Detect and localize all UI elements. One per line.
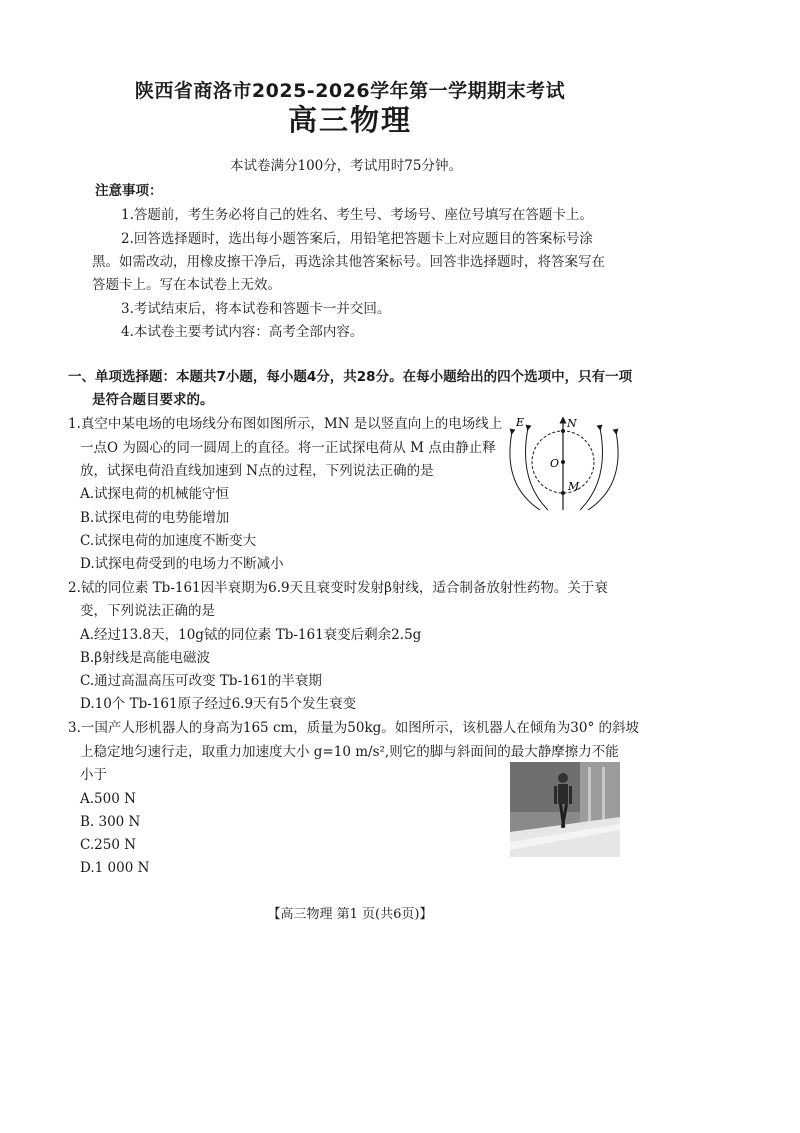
question-2-option-a: A.经过13.8天，10g铽的同位素 Tb-161衰变后剩余2.5g	[80, 627, 422, 643]
label-n: N	[567, 417, 577, 430]
question-2-option-d: D.10个 Tb-161原子经过6.9天有5个发生衰变	[80, 696, 357, 712]
field-line	[510, 432, 540, 510]
notice-item: 3.考试结束后，将本试卷和答题卡一并交回。	[121, 301, 391, 317]
section-heading: 一、单项选择题：本题共7小题，每小题4分，共28分。在每小题给出的四个选项中，只有一项	[68, 369, 633, 385]
point-n	[561, 429, 565, 433]
notice-item: 1.答题前，考生务必将自己的姓名、考生号、考场号、座位号填写在答题卡上。	[121, 207, 593, 223]
question-3-option-a: A.500 N	[80, 791, 136, 807]
question-3-stem: 小于	[80, 767, 107, 783]
question-3-stem: 3.一国产人形机器人的身高为165 cm，质量为50kg。如图所示，该机器人在倾角为30° 的斜坡	[68, 720, 640, 736]
question-3-stem: 上稳定地匀速行走，取重力加速度大小 g=10 m/s²,则它的脚与斜面间的最大静摩擦力不能	[80, 744, 619, 760]
label-e: E	[516, 416, 525, 429]
question-1-stem: 1.真空中某电场的电场线分布图如图所示，MN 是以竖直向上的电场线上	[68, 416, 503, 432]
notice-item: 黑。如需改动，用橡皮擦干净后，再选涂其他答案标号。回答非选择题时，将答案写在	[92, 254, 605, 270]
page-footer: 【高三物理 第1 页(共6页)】	[267, 907, 433, 922]
point-m	[561, 491, 565, 495]
question-2-option-c: C.通过高温高压可改变 Tb-161的半衰期	[80, 673, 322, 689]
question-2-stem: 变，下列说法正确的是	[80, 603, 215, 619]
question-2-option-b: B.β射线是高能电磁波	[80, 650, 211, 666]
question-1-stem: 一点O 为圆心的同一圆周上的直径。将一正试探电荷从 M 点由静止释	[80, 440, 496, 456]
notice-item: 答题卡上。写在本试卷上无效。	[92, 277, 281, 293]
electric-field-figure	[500, 410, 625, 515]
section-heading-cont: 是符合题目要求的。	[92, 392, 214, 408]
field-line	[526, 428, 549, 510]
point-o	[561, 460, 565, 464]
notice-heading: 注意事项：	[95, 183, 163, 199]
question-2-stem: 2.铽的同位素 Tb-161因半衰期为6.9天且衰变时发射β射线，适合制备放射性药物。关于衰	[68, 580, 608, 596]
question-1-stem: 放，试探电荷沿直线加速到 N点的过程，下列说法正确的是	[80, 463, 434, 479]
notice-item: 2.回答选择题时，选出每小题答案后，用铅笔把答题卡上对应题目的答案标号涂	[121, 231, 593, 247]
question-3-option-d: D.1 000 N	[80, 860, 150, 876]
question-1-option-b: B.试探电荷的电势能增加	[80, 510, 230, 526]
question-3-option-b: B. 300 N	[80, 814, 141, 830]
question-3-option-c: C.250 N	[80, 837, 137, 853]
notice-item: 4.本试卷主要考试内容：高考全部内容。	[121, 324, 364, 340]
field-line	[588, 432, 618, 510]
score-note: 本试卷满分100分，考试用时75分钟。	[230, 158, 462, 174]
exam-title-line1: 陕西省商洛市2025-2026学年第一学期期末考试	[134, 80, 566, 102]
question-1-option-a: A.试探电荷的机械能守恒	[80, 486, 230, 502]
field-line	[580, 428, 603, 510]
question-1-option-d: D.试探电荷受到的电场力不断减小	[80, 556, 284, 572]
robot-torso	[558, 784, 568, 804]
exam-title-subject: 高三物理	[287, 103, 412, 137]
question-1-option-c: C.试探电荷的加速度不断变大	[80, 533, 257, 549]
label-m: M	[568, 480, 580, 493]
robot-photo	[510, 762, 620, 857]
label-o: O	[550, 457, 560, 470]
robot-head	[558, 773, 568, 783]
